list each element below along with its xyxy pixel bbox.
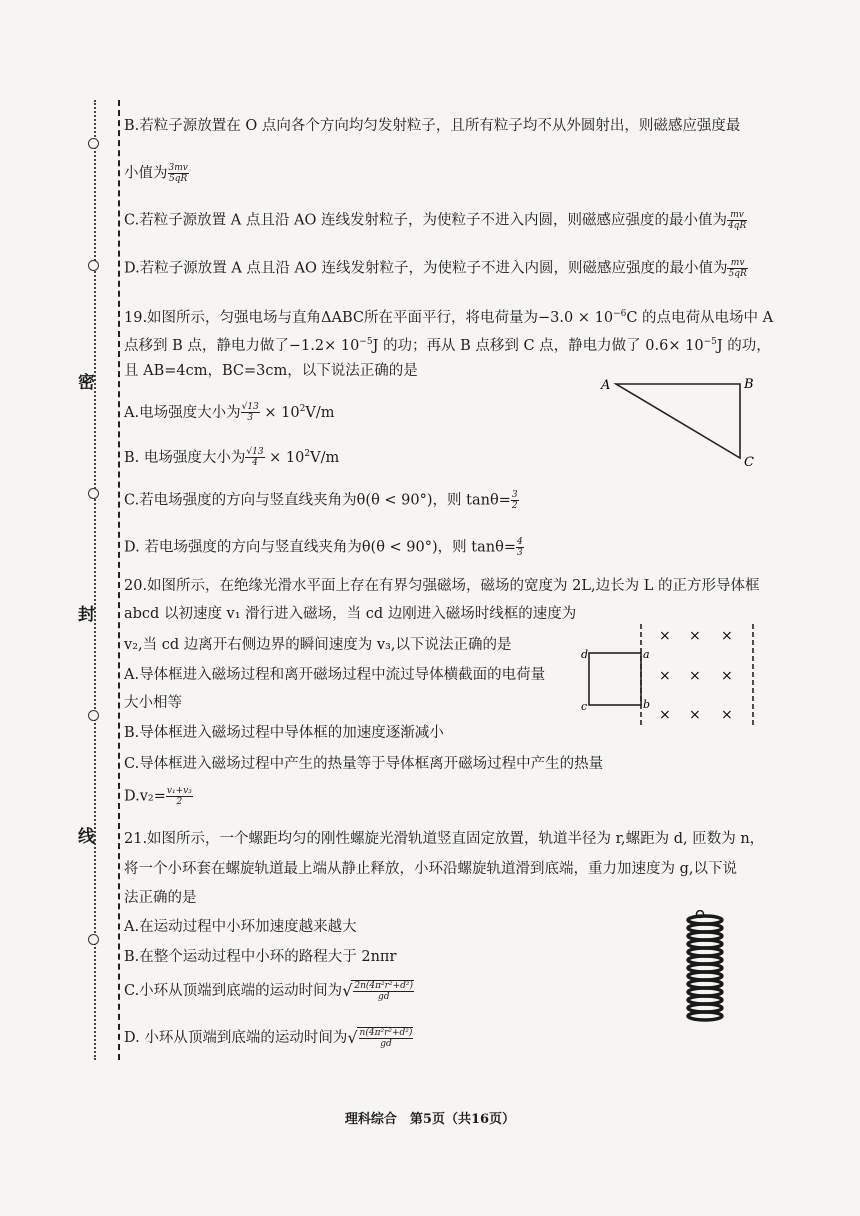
- page-footer: 理科综合 第5页（共16页）: [344, 1112, 516, 1127]
- binding-hole-icon: [88, 710, 99, 721]
- vertex-a-label: A: [601, 378, 611, 393]
- sqrt-radicand: $\frac{\text{2n(4π²r²+d²)}}{gd}$: [351, 980, 414, 1002]
- q20-option-a-line2: 大小相等: [124, 695, 182, 711]
- q21-option-d: D. 小环从顶端到底端的运动时间为√ $\frac{\text{n(4π²r²+d²)}}{gd}$: [124, 1028, 413, 1049]
- dashed-seal-line: [118, 100, 120, 1060]
- field-cross-icon: ×: [721, 668, 733, 684]
- sqrt-sign: √: [347, 1028, 358, 1047]
- q20-stem-line3: v₂,当 cd 边离开右侧边界的瞬间速度为 v₃,以下说法正确的是: [124, 637, 512, 653]
- q20-field-figure: [575, 620, 775, 730]
- q20-option-c: C.导体框进入磁场过程中产生的热量等于导体框离开磁场过程中产生的热量: [124, 756, 604, 772]
- field-cross-icon: ×: [659, 628, 671, 644]
- q20-option-d: D.v₂= $\frac{\text{v₁+v₃}}{2}$: [124, 786, 192, 807]
- fraction: $\frac{√13}{4}$: [246, 447, 264, 469]
- binding-hole-icon: [88, 138, 99, 149]
- q18-option-d: D.若粒子源放置 A 点且沿 AO 连线发射粒子，为使粒子不进入内圆，则磁感应强度的最小值为 $\frac{mv}{5qR}$: [124, 258, 747, 279]
- sqrt-sign: √: [342, 981, 353, 1000]
- square-frame: [589, 653, 641, 705]
- fraction: $\frac{3mv}{5qR}$: [168, 163, 188, 184]
- binding-label-feng: 封: [78, 605, 95, 625]
- q20-option-b: B.导体框进入磁场过程中导体框的加速度逐渐减小: [124, 725, 444, 741]
- q18-option-b-line2: 小值为 $\frac{3mv}{5qR}$: [124, 163, 188, 184]
- fraction: $\frac{3}{2}$: [511, 490, 518, 511]
- binding-hole-icon: [88, 260, 99, 271]
- corner-a-label: a: [643, 648, 650, 661]
- fraction: $\frac{mv}{5qR}$: [728, 258, 747, 279]
- sqrt-radicand: $\frac{\text{n(4π²r²+d²)}}{gd}$: [357, 1027, 414, 1049]
- corner-c-label: c: [581, 700, 588, 713]
- helix-track: [688, 916, 722, 1020]
- fraction: $\frac{\text{v₁+v₃}}{2}$: [166, 786, 192, 807]
- field-cross-icon: ×: [721, 628, 733, 644]
- q21-stem-line1: 21.如图所示，一个螺距均匀的刚性螺旋光滑轨道竖直固定放置，轨道半径为 r,螺距为 d, 匝数为 n，: [124, 831, 765, 847]
- q21-option-c: C.小环从顶端到底端的运动时间为√ $\frac{\text{2n(4π²r²+d²)}}{gd}$: [124, 981, 414, 1002]
- field-cross-icon: ×: [689, 628, 701, 644]
- field-cross-icon: ×: [659, 707, 671, 723]
- field-cross-grid: [659, 628, 733, 723]
- q19-stem-line3: 且 AB=4cm，BC=3cm，以下说法正确的是: [124, 363, 418, 379]
- binding-hole-icon: [88, 488, 99, 499]
- fraction: $\frac{√13}{3}$: [241, 402, 259, 424]
- q19-option-a: A.电场强度大小为 $\frac{√13}{3}$ × $10^2V/m$: [124, 402, 335, 424]
- q20-stem-line2: abcd 以初速度 v₁ 滑行进入磁场，当 cd 边刚进入磁场时线框的速度为: [124, 606, 577, 622]
- q21-helix-figure: [680, 910, 730, 1028]
- triangle-abc: [616, 384, 740, 458]
- binding-label-xian: 线: [78, 827, 95, 847]
- q18-option-c: C.若粒子源放置 A 点且沿 AO 连线发射粒子，为使粒子不进入内圆，则磁感应强度的最小值为 $\frac{mv}{4qR}$: [124, 210, 747, 231]
- binding-label-mi: 密: [78, 373, 95, 393]
- corner-d-label: d: [581, 648, 589, 661]
- binding-margin: [38, 100, 98, 1060]
- q19-triangle-figure: [598, 374, 770, 474]
- q20-stem-line1: 20.如图所示，在绝缘光滑水平面上存在有界匀强磁场，磁场的宽度为 2L,边长为 L 的正方形导体框: [124, 578, 760, 594]
- q19-option-b: B. 电场强度大小为 $\frac{√13}{4}$ × $10^2V/m$: [124, 447, 340, 469]
- q21-stem-line3: 法正确的是: [124, 890, 197, 906]
- fraction: $\frac{mv}{4qR}$: [727, 210, 747, 231]
- dotted-seal-line: [94, 100, 96, 1060]
- fraction: $\frac{4}{3}$: [516, 537, 523, 558]
- q18-option-b-line1: B.若粒子源放置在 O 点向各个方向均匀发射粒子，且所有粒子均不从外圆射出，则磁感应强度最: [124, 118, 741, 134]
- vertex-c-label: C: [744, 455, 754, 470]
- binding-hole-icon: [88, 934, 99, 945]
- field-cross-icon: ×: [721, 707, 733, 723]
- field-cross-icon: ×: [689, 668, 701, 684]
- q19-option-c: C.若电场强度的方向与竖直线夹角为θ(θ < 90°)，则 tanθ= $\frac{3}{2}$: [124, 490, 518, 511]
- q19-option-d: D. 若电场强度的方向与竖直线夹角为θ(θ < 90°)，则 tanθ= $\frac{4}{3}$: [124, 537, 523, 558]
- q21-stem-line2: 将一个小环套在螺旋轨道最上端从静止释放，小环沿螺旋轨道滑到底端，重力加速度为 g,以下说: [124, 861, 737, 877]
- q20-option-a-line1: A.导体框进入磁场过程和离开磁场过程中流过导体横截面的电荷量: [124, 667, 546, 683]
- q21-option-a: A.在运动过程中小环加速度越来越大: [124, 919, 357, 935]
- q21-option-b: B.在整个运动过程中小环的路程大于 2nπr: [124, 949, 397, 965]
- q19-stem-line1: 19.如图所示，匀强电场与直角ΔABC所在平面平行，将电荷量为$-3.0 \times 10^{-6}C$ 的点电荷从电场中 A: [124, 309, 774, 326]
- q19-stem-line2: 点移到 B 点，静电力做了$-1.2\times 10^{-5}J$ 的功；再从 B 点移到 C 点，静电力做了 $0.6\times 10^{-5}J$ 的功，: [124, 337, 771, 354]
- corner-b-label: b: [643, 698, 651, 711]
- field-cross-icon: ×: [689, 707, 701, 723]
- vertex-b-label: B: [744, 377, 754, 392]
- field-cross-icon: ×: [659, 668, 671, 684]
